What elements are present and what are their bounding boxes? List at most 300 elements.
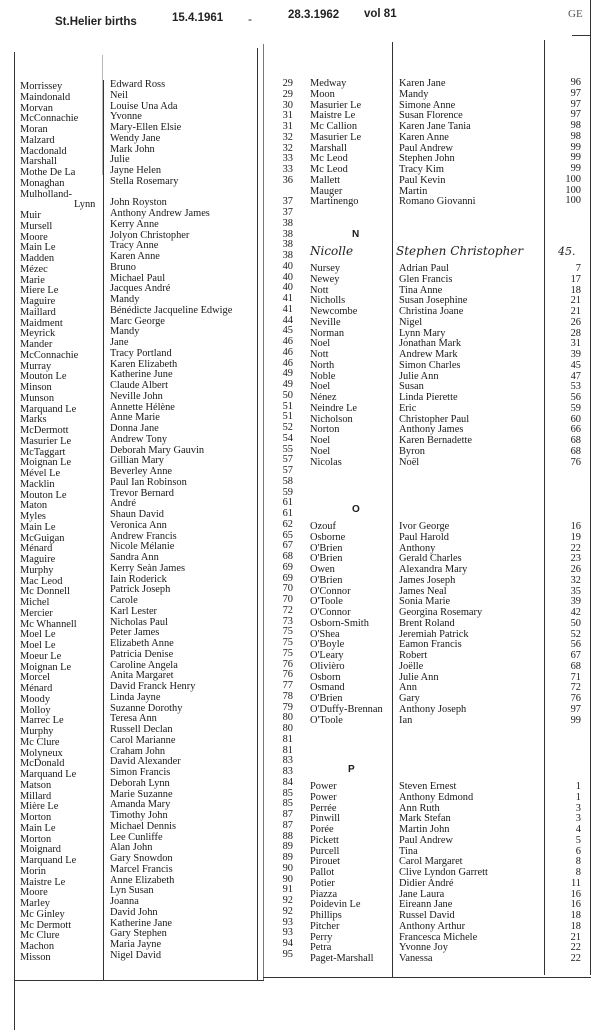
- page-number-cell: 18: [570, 284, 581, 296]
- forenames-cell: Clive Lyndon Garrett: [399, 867, 488, 878]
- forenames-cell: Marc George: [110, 315, 165, 327]
- forenames-cell: David John: [110, 906, 158, 918]
- surname-cell: Noble: [310, 370, 336, 382]
- surname-cell: Marquand Le: [20, 855, 77, 866]
- page-number-cell: 55: [282, 443, 293, 455]
- page-number-cell: 79: [282, 701, 293, 713]
- right-o-surname-column: [310, 522, 383, 726]
- page-number-cell: 21: [570, 306, 581, 317]
- page-number-cell: 85: [282, 798, 293, 810]
- forenames-cell: Gary Stephen: [110, 928, 167, 940]
- surname-cell: Power: [310, 791, 337, 803]
- forenames-cell: Patrick Joseph: [110, 584, 171, 596]
- surname-cell: North: [310, 359, 335, 371]
- forenames-cell: David Alexander: [110, 756, 181, 768]
- surname-cell: Masurier Le: [310, 131, 362, 143]
- forenames-cell: Lee Cunliffe: [110, 831, 163, 843]
- page-number-cell: 7: [575, 263, 581, 274]
- page-number-cell: 77: [282, 680, 293, 691]
- forenames-cell: Linda Jayne: [110, 691, 161, 703]
- right-p-forename-column: [399, 782, 488, 965]
- page-number-cell: 91: [282, 884, 293, 896]
- forenames-cell: Tracy Portland: [110, 347, 172, 359]
- page-number-cell: 66: [570, 424, 581, 436]
- surname-cell: Murphy: [20, 564, 54, 576]
- page-number-cell: 81: [282, 744, 293, 756]
- page-number-cell: 65: [282, 529, 293, 541]
- left-forename-divider: [103, 80, 104, 980]
- surname-cell: Pitcher: [310, 920, 340, 932]
- page-number-cell: 49: [282, 368, 293, 380]
- surname-cell: Mander: [20, 339, 53, 350]
- forenames-cell: Michael Dennis: [110, 820, 177, 832]
- surname-cell: Pickett: [310, 834, 339, 846]
- page-number-cell: 69: [282, 561, 293, 573]
- page-number-cell: 19: [570, 531, 581, 543]
- forenames-cell: Francesca Michele: [399, 931, 478, 943]
- page-number-cell: 52: [282, 422, 293, 433]
- surname-cell: O'Connor: [310, 585, 351, 597]
- page-number-cell: 96: [570, 77, 581, 88]
- forenames-cell: Bruno: [110, 261, 136, 273]
- surname-cell: Perry: [310, 931, 333, 943]
- forenames-cell: Veronica Ann: [110, 519, 167, 531]
- page-number-cell: 18: [570, 910, 581, 921]
- page-number-cell: 21: [570, 931, 581, 943]
- forenames-cell: Linda Pierette: [399, 392, 458, 403]
- handwritten-surname: Nicolle: [310, 244, 354, 258]
- page-number-cell: 33: [282, 153, 293, 165]
- page-number-cell: 33: [282, 164, 293, 175]
- surname-cell: Noel: [310, 338, 331, 350]
- forenames-cell: Donna Jane: [110, 423, 159, 434]
- page-number-cell: 99: [570, 141, 581, 153]
- surname-cell: Nursey: [310, 263, 341, 274]
- date-separator: -: [248, 12, 252, 26]
- page-number-cell: 59: [282, 486, 293, 498]
- surname-cell: Mc Leod: [310, 164, 348, 175]
- left-page-number-column: [265, 79, 293, 961]
- surname-cell: O'Brien: [310, 574, 343, 586]
- page-number-cell: 40: [282, 260, 293, 272]
- page-number-cell: 45: [570, 359, 581, 371]
- surname-cell: Moon: [310, 88, 335, 100]
- forenames-cell: Kerry Seàn James: [110, 562, 186, 574]
- surname-cell: Nicholson: [310, 413, 353, 425]
- surname-cell: Pallot: [310, 867, 335, 878]
- surname-cell: O'Boyle: [310, 639, 345, 651]
- page-number-cell: 69: [282, 572, 293, 584]
- forenames-cell: Jonathan Mark: [399, 338, 462, 350]
- document-title: St.Helier births: [55, 16, 137, 28]
- forenames-cell: Andrew Mark: [399, 349, 458, 360]
- surname-cell: Murphy: [20, 726, 54, 737]
- forenames-cell: Carole: [110, 595, 138, 606]
- page-number-cell: 16: [570, 899, 581, 911]
- forenames-cell: Nicholas Paul: [110, 616, 169, 628]
- page-number-cell: 21: [570, 295, 581, 307]
- surname-cell: O'Toole: [310, 596, 343, 608]
- surname-cell: McConnachie: [20, 349, 79, 361]
- surname-cell: O'Duffy-Brennan: [310, 703, 383, 715]
- page-number-cell: 1: [575, 781, 581, 792]
- forenames-cell: Karen Anne: [110, 251, 160, 262]
- right-o-page-number-column: [552, 522, 581, 726]
- surname-cell: Moeur Le: [20, 650, 62, 662]
- page-number-cell: 3: [575, 813, 581, 825]
- page-number-cell: 46: [282, 346, 293, 358]
- forenames-cell: Shaun David: [110, 509, 164, 520]
- forenames-cell: Jane Laura: [399, 888, 445, 900]
- surname-cell: Marshall: [310, 142, 347, 154]
- page-number-cell: 29: [282, 88, 293, 100]
- surname-cell: McDonald: [20, 758, 65, 770]
- page-number-cell: 67: [282, 540, 293, 552]
- page-number-cell: 59: [570, 402, 581, 414]
- page-number-cell: 37: [282, 196, 293, 208]
- surname-cell: Maton: [20, 500, 48, 512]
- page-number-cell: 94: [282, 938, 293, 949]
- page-number-cell: 93: [282, 927, 293, 939]
- page-number-cell: 41: [282, 303, 293, 315]
- page-number-cell: 53: [570, 381, 581, 393]
- surname-cell: McDermott: [20, 425, 69, 436]
- right-p-page-number-column: [552, 782, 581, 965]
- forenames-cell: Georgina Rosemary: [399, 607, 483, 618]
- forenames-cell: Yvonne Joy: [399, 942, 448, 954]
- page-number-cell: 57: [282, 454, 293, 466]
- page-number-cell: 68: [570, 445, 581, 457]
- forenames-cell: Lyn Susan: [110, 885, 154, 897]
- surname-cell: Moody: [20, 693, 51, 705]
- page-number-cell: 50: [570, 617, 581, 629]
- forenames-cell: Romano Giovanni: [399, 196, 476, 208]
- forenames-cell: Mandy: [110, 326, 140, 338]
- surname-cell: Morin: [20, 865, 46, 877]
- forenames-cell: Gary Snowdon: [110, 853, 173, 864]
- forenames-cell: Carol Margaret: [399, 856, 463, 868]
- page-number-cell: 46: [282, 357, 293, 369]
- page-number-cell: 98: [570, 120, 581, 131]
- page-number-cell: 31: [570, 338, 581, 350]
- page-number-cell: 100: [565, 184, 581, 196]
- surname-cell: Mc Whannell: [20, 618, 77, 630]
- page-number-cell: 11: [570, 877, 581, 889]
- forenames-cell: Jeremiah Patrick: [399, 628, 469, 640]
- surname-cell: Marley: [20, 898, 51, 909]
- page-number-cell: 49: [282, 379, 293, 390]
- page-number-cell: 38: [282, 217, 293, 229]
- surname-cell: Mulholland-: [20, 188, 72, 200]
- surname-cell: O'Connor: [310, 607, 351, 618]
- forenames-cell: Wendy Jane: [110, 132, 161, 144]
- surname-cell: Maillard: [20, 306, 56, 318]
- forenames-cell: Mark Stefan: [399, 813, 451, 825]
- surname-cell: O'Toole: [310, 714, 343, 726]
- handwritten-forenames: Stephen Christopher: [396, 244, 524, 258]
- surname-cell: Osborn: [310, 671, 341, 683]
- surname-cell: Marrec Le: [20, 715, 64, 727]
- page-number-cell: 44: [282, 314, 293, 326]
- page-number-cell: 67: [570, 650, 581, 661]
- page-number-cell: 37: [282, 207, 293, 218]
- page-number-cell: 45: [282, 325, 293, 337]
- forenames-cell: Lynn Mary: [399, 327, 446, 339]
- surname-cell: Ozouf: [310, 521, 336, 532]
- forenames-cell: Kerry Anne: [110, 218, 159, 230]
- surname-cell: Morcel: [20, 672, 51, 684]
- forenames-cell: Yvonne: [110, 111, 142, 123]
- page-number-cell: 8: [575, 867, 581, 878]
- page-number-cell: 89: [282, 852, 293, 863]
- surname-cell: Norton: [310, 424, 340, 436]
- page-number-cell: 46: [282, 336, 293, 347]
- forenames-cell: Karen Bernadette: [399, 435, 472, 446]
- forenames-cell: Julie Ann: [399, 370, 439, 382]
- forenames-cell: Paul Kevin: [399, 174, 446, 186]
- forenames-cell: Mandy: [110, 294, 140, 305]
- forenames-cell: Katherine Jane: [110, 917, 173, 929]
- surname-cell: Noel: [310, 381, 331, 393]
- forenames-cell: Bénédicte Jacqueline Edwige: [110, 304, 233, 316]
- surname-cell: Murray: [20, 360, 52, 372]
- surname-cell: Ménard: [20, 683, 53, 694]
- page-number-cell: 42: [570, 607, 581, 618]
- right-forename-divider: [392, 42, 393, 977]
- surname-cell: O'Brien: [310, 693, 343, 704]
- surname-cell: Matson: [20, 779, 52, 791]
- surname-cell: Marshall: [20, 156, 57, 168]
- surname-cell: Mézec: [20, 263, 48, 275]
- forenames-cell: Simon Francis: [110, 767, 171, 778]
- surname-cell: Noel: [310, 435, 331, 446]
- page-number-cell: 26: [570, 316, 581, 328]
- page-number-cell: 38: [282, 250, 293, 261]
- forenames-cell: Caroline Angela: [110, 659, 178, 671]
- surname-cell: Moignan Le: [20, 661, 72, 673]
- surname-cell: Nicholls: [310, 295, 346, 307]
- surname-cell: Neville: [310, 316, 341, 328]
- page-number-cell: 54: [282, 432, 293, 444]
- forenames-cell: Marie Suzanne: [110, 788, 173, 800]
- forenames-cell: Edward Ross: [110, 79, 166, 90]
- forenames-cell: Tina: [399, 845, 418, 857]
- date-from: 15.4.1961: [172, 12, 224, 24]
- surname-cell: Moore: [20, 887, 48, 899]
- surname-cell: Mc Dermott: [20, 919, 72, 931]
- surname-cell: O'Brien: [310, 542, 343, 554]
- page-number-cell: 22: [570, 542, 581, 554]
- surname-cell: Minson: [20, 382, 52, 393]
- page-number-cell: 30: [282, 99, 293, 111]
- surname-cell: Purcell: [310, 845, 340, 857]
- forenames-cell: Paul Andrew: [399, 142, 453, 154]
- surname-cell: O'Shea: [310, 628, 340, 640]
- page-number-cell: 93: [282, 916, 293, 928]
- surname-cell: Marks: [20, 414, 47, 426]
- section-letter-n: N: [352, 229, 360, 240]
- forenames-cell: Julie: [110, 154, 130, 166]
- forenames-cell: Joëlle: [399, 660, 424, 672]
- forenames-cell: Annette Hélène: [110, 401, 175, 413]
- forenames-cell: Iain Roderick: [110, 573, 167, 585]
- forenames-cell: Timothy John: [110, 810, 168, 821]
- forenames-cell: Ann: [399, 682, 417, 694]
- surname-cell: Molloy: [20, 704, 51, 716]
- surname-cell: Michel: [20, 597, 50, 608]
- forenames-cell: James Joseph: [399, 574, 456, 586]
- page-number-cell: 70: [282, 583, 293, 595]
- surname-cell: Medway: [310, 78, 347, 89]
- surname-cell: Malzard: [20, 134, 55, 146]
- forenames-cell: Amanda Mary: [110, 799, 171, 811]
- forenames-cell: Anne Elizabeth: [110, 874, 175, 886]
- page-number-cell: 58: [282, 475, 293, 487]
- page-number-cell: 5: [575, 834, 581, 846]
- forenames-cell: Gary: [399, 693, 420, 704]
- forenames-cell: Eamon Francis: [399, 639, 462, 651]
- page-number-cell: 16: [570, 888, 581, 900]
- surname-cell: Miere Le: [20, 285, 59, 297]
- forenames-cell: Karen Jane Tania: [399, 121, 471, 132]
- surname-cell: Moignan Le: [20, 457, 72, 469]
- page-number-cell: 16: [570, 521, 581, 532]
- page-number-cell: 68: [570, 435, 581, 446]
- page-number-cell: 32: [282, 142, 293, 154]
- volume-label: vol 81: [364, 8, 397, 20]
- left-page-number-divider: [257, 48, 258, 980]
- forenames-cell: James Neal: [399, 585, 447, 597]
- surname-cell: Power: [310, 781, 337, 792]
- forenames-cell: Tina Anne: [399, 284, 443, 296]
- forenames-cell: Gillian Mary: [110, 455, 164, 467]
- forenames-cell: Jane: [110, 337, 129, 348]
- forenames-cell: Alan John: [110, 842, 153, 854]
- page-number-cell: 29: [282, 78, 293, 89]
- surname-cell: Mouton Le: [20, 489, 67, 501]
- surname-cell: McGuigan: [20, 532, 65, 544]
- surname-cell: Newcombe: [310, 306, 358, 317]
- page-number-cell: 98: [570, 130, 581, 142]
- forenames-cell: Susan Josephine: [399, 295, 468, 307]
- page-number-cell: 68: [570, 660, 581, 672]
- forenames-cell: Stella Rosemary: [110, 175, 179, 187]
- forenames-cell: Katherine June: [110, 369, 173, 381]
- forenames-cell: Tracy Kim: [399, 164, 444, 175]
- page-number-cell: 28: [570, 327, 581, 339]
- surname-cell: Lynn: [74, 199, 96, 211]
- page-number-cell: 87: [282, 809, 293, 820]
- page-number-cell: 17: [570, 273, 581, 285]
- forenames-cell: Joanna: [110, 896, 139, 907]
- forenames-cell: Anne Marie: [110, 412, 160, 424]
- forenames-cell: Susan: [399, 381, 424, 393]
- forenames-cell: Karen Jane: [399, 78, 446, 89]
- surname-cell: Martinengo: [310, 196, 359, 208]
- page-number-cell: 32: [570, 574, 581, 586]
- forenames-cell: Martin John: [399, 824, 450, 835]
- forenames-cell: Anita Margaret: [110, 670, 174, 682]
- page-number-cell: 4: [575, 824, 581, 835]
- section-letter-p: P: [348, 764, 355, 775]
- forenames-cell: Karen Anne: [399, 131, 449, 143]
- forenames-cell: Christopher Paul: [399, 413, 470, 425]
- forenames-cell: Beverley Anne: [110, 466, 173, 477]
- page-number-cell: 88: [282, 830, 293, 842]
- page-number-cell: 39: [570, 596, 581, 608]
- right-m-surname-column: [310, 79, 361, 208]
- page-number-cell: 71: [570, 671, 581, 683]
- forenames-cell: Neville John: [110, 390, 163, 402]
- surname-cell: Phillips: [310, 910, 342, 921]
- surname-cell: Myles: [20, 511, 46, 522]
- page-number-cell: 76: [282, 669, 293, 681]
- forenames-cell: Mary-Ellen Elsie: [110, 122, 182, 133]
- surname-cell: Mc Clure: [20, 736, 60, 748]
- surname-cell: Morton: [20, 812, 52, 823]
- surname-cell: Morvan: [20, 102, 53, 114]
- page-number-cell: 1: [575, 791, 581, 803]
- forenames-cell: Neil: [110, 89, 128, 101]
- surname-cell: Maistre Le: [310, 110, 356, 122]
- surname-cell: O'Leary: [310, 650, 344, 661]
- surname-cell: Mursell: [20, 220, 53, 232]
- surname-cell: Noel: [310, 445, 331, 457]
- surname-cell: Mc Donnell: [20, 586, 70, 598]
- forenames-cell: Sandra Ann: [110, 552, 159, 563]
- right-m-forename-column: [399, 79, 475, 208]
- page-number-cell: 22: [570, 942, 581, 954]
- forenames-cell: Nigel David: [110, 949, 162, 961]
- page-number-cell: 92: [282, 905, 293, 917]
- page-number-cell: 51: [282, 400, 293, 412]
- surname-cell: Mc Clure: [20, 930, 60, 942]
- page-number-cell: 97: [570, 703, 581, 715]
- surname-cell: Monaghan: [20, 177, 65, 189]
- surname-cell: Moran: [20, 124, 48, 135]
- page-number-cell: 99: [570, 714, 581, 726]
- surname-cell: Meyrick: [20, 328, 56, 340]
- page-number-cell: 26: [570, 564, 581, 575]
- forenames-cell: Peter James: [110, 627, 160, 639]
- surname-cell: Mauger: [310, 185, 343, 197]
- page-number-cell: 22: [570, 953, 581, 964]
- surname-cell: Ménard: [20, 543, 53, 555]
- surname-cell: Poidevin Le: [310, 899, 361, 911]
- forenames-cell: Deborah Lynn: [110, 777, 170, 789]
- forenames-cell: David Franck Henry: [110, 681, 196, 692]
- page-number-cell: 50: [282, 389, 293, 401]
- page-number-cell: 78: [282, 690, 293, 702]
- page-number-cell: 80: [282, 712, 293, 724]
- surname-cell: Porée: [310, 824, 334, 835]
- page-number-cell: 38: [282, 228, 293, 240]
- page-number-cell: 62: [282, 518, 293, 530]
- surname-cell: McTaggart: [20, 446, 66, 458]
- surname-cell: Morton: [20, 833, 52, 845]
- surname-cell: Mallett: [310, 174, 341, 186]
- surname-cell: Moel Le: [20, 629, 56, 641]
- page-number-cell: 56: [570, 392, 581, 403]
- forenames-cell: Carol Marianne: [110, 734, 176, 746]
- forenames-cell: Vanessa: [399, 953, 433, 964]
- page-number-cell: 76: [282, 658, 293, 670]
- surname-cell: Mercier: [20, 607, 53, 619]
- forenames-cell: Stephen John: [399, 153, 455, 165]
- forenames-cell: Christina Joane: [399, 306, 464, 317]
- forenames-cell: Anthony: [399, 542, 436, 554]
- forenames-cell: Anthony Andrew James: [110, 208, 210, 219]
